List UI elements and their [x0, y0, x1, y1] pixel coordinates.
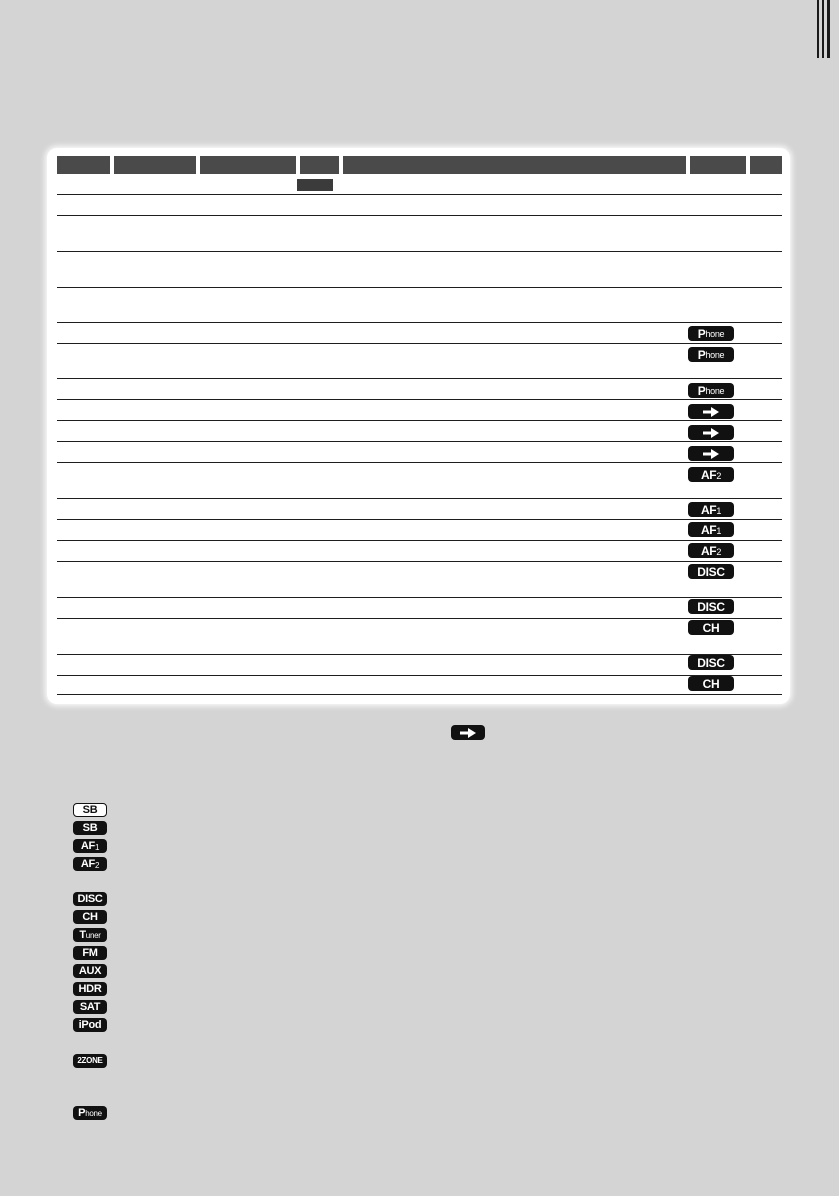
af1-icon: AF 1	[688, 522, 734, 537]
arrow-icon	[688, 425, 734, 440]
disc-icon: DISC	[688, 599, 734, 614]
table-row-divider	[57, 694, 782, 695]
function-table	[47, 148, 790, 704]
table-row-divider	[57, 399, 782, 400]
disc-icon: DISC	[73, 892, 107, 906]
table-header-cell	[200, 156, 296, 174]
phone-icon: P hone	[688, 347, 734, 362]
disc-icon: DISC	[688, 655, 734, 670]
af1-icon: AF 1	[73, 839, 107, 853]
table-row-divider	[57, 675, 782, 676]
table-row-divider	[57, 597, 782, 598]
table-row-divider	[57, 420, 782, 421]
table-row-divider	[57, 498, 782, 499]
table-header-cell	[750, 156, 782, 174]
page-edge-marks	[809, 0, 839, 60]
phone-icon: P hone	[73, 1106, 107, 1120]
table-header-cell	[114, 156, 196, 174]
af2-icon: AF 2	[73, 857, 107, 871]
sb-outline-icon: SB	[73, 803, 107, 817]
table-header-cell	[57, 156, 110, 174]
table-header-cell	[690, 156, 746, 174]
ipod-icon: iPod	[73, 1018, 107, 1032]
arrow-icon	[451, 725, 485, 740]
table-row-divider	[57, 654, 782, 655]
phone-icon: P hone	[688, 383, 734, 398]
table-row-divider	[57, 251, 782, 252]
sat-icon: SAT	[73, 1000, 107, 1014]
table-row-divider	[57, 378, 782, 379]
table-row-divider	[57, 322, 782, 323]
table-header-cell	[300, 156, 339, 174]
table-row-divider	[57, 618, 782, 619]
table-header-cell	[343, 156, 686, 174]
table-row-divider	[57, 441, 782, 442]
af2-icon: AF 2	[688, 543, 734, 558]
ch-icon: CH	[688, 620, 734, 635]
ch-icon: CH	[688, 676, 734, 691]
af1-icon: AF 1	[688, 502, 734, 517]
hdr-icon: HDR	[73, 982, 107, 996]
table-row-divider	[57, 540, 782, 541]
table-row-divider	[57, 287, 782, 288]
aux-icon: AUX	[73, 964, 107, 978]
arrow-icon	[688, 446, 734, 461]
table-row-divider	[57, 561, 782, 562]
phone-icon: P hone	[688, 326, 734, 341]
tuner-icon: T uner	[73, 928, 107, 942]
fm-icon: FM	[73, 946, 107, 960]
table-row-divider	[57, 462, 782, 463]
arrow-icon	[688, 404, 734, 419]
table-row-divider	[57, 215, 782, 216]
sb-icon: SB	[73, 821, 107, 835]
ch-icon: CH	[73, 910, 107, 924]
highlight-cell	[297, 179, 333, 191]
af2-icon: AF 2	[688, 467, 734, 482]
2zone-icon: 2ZONE	[73, 1054, 107, 1068]
table-row-divider	[57, 519, 782, 520]
table-row-divider	[57, 194, 782, 195]
disc-icon: DISC	[688, 564, 734, 579]
table-row-divider	[57, 343, 782, 344]
